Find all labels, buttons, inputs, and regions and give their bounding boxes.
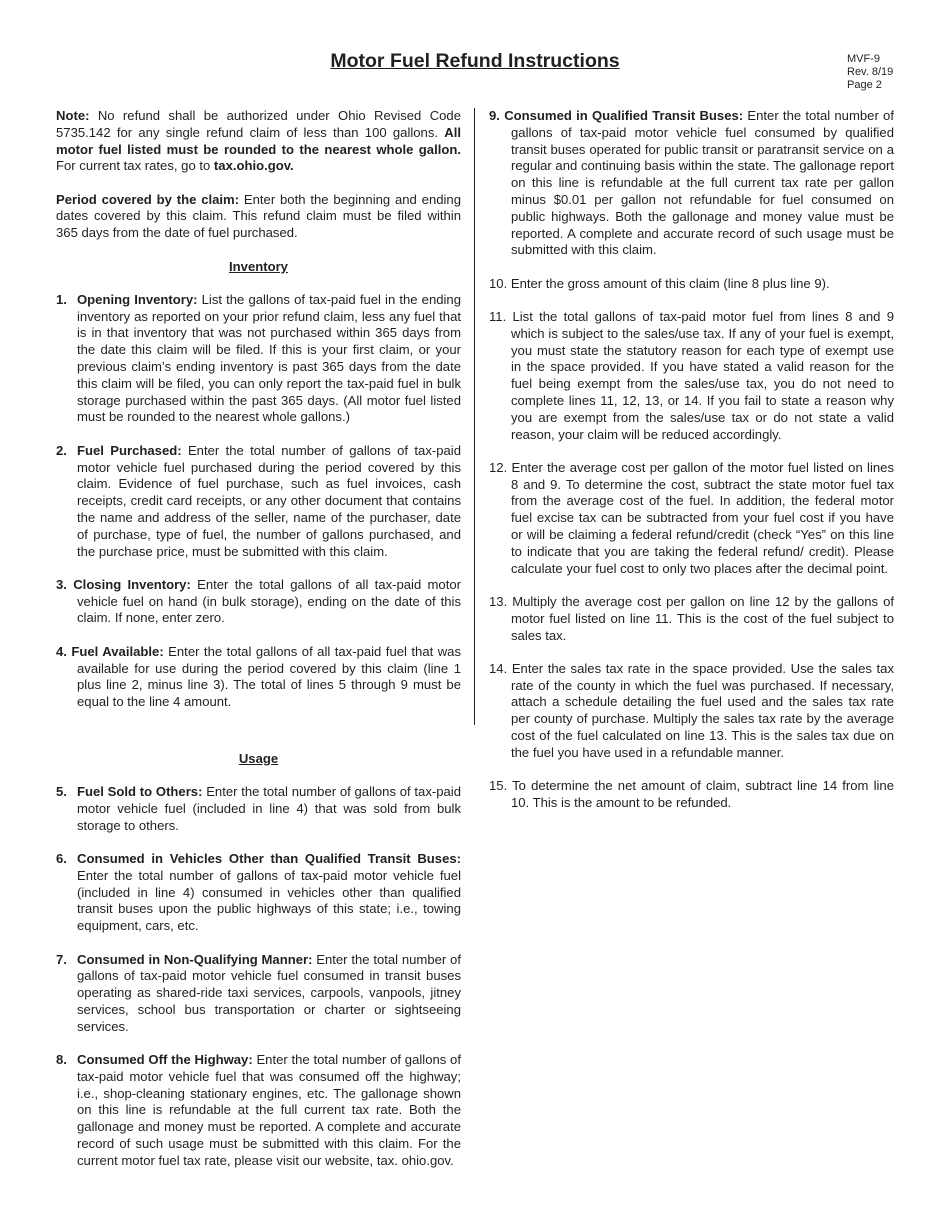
item-label: Closing Inventory: <box>73 576 191 592</box>
item-text: Enter the total number of gallons of tax-paid motor vehicle fuel consumed by qualified transit buses operated for public transit or paratransit service on a regular and continuing basis within the state. The gallonage report on this line is refundable at the full current tax rate per gallon minus $0.01 per gallon not refundable for fuel consumed on public highways. Both the gallonage and money value must be reported. A complete and accurate record of such usage must be submitted with this claim. <box>511 108 894 258</box>
item-number: 5. <box>56 784 67 800</box>
instruction-item-8 <box>56 1052 461 1170</box>
inventory-heading: Inventory <box>229 258 288 274</box>
item-number: 3. <box>56 576 67 592</box>
item-number: 11. <box>489 308 507 324</box>
item-text: Enter the total number of gallons of tax-paid motor vehicle fuel purchased during the period covered by this claim. Evidence of fuel purchase, such as fuel invoices, cash receipts, credit card receipts, or any other document that contains the name and address of the seller, name of the purchaser, date of purchase, type of fuel, the number of gallons purchased, and the purchase price, must be submitted with this claim. <box>77 442 461 559</box>
form-revision: Rev. 8/19 <box>847 66 894 78</box>
form-number: MVF-9 <box>847 53 880 65</box>
item-number: 13. <box>489 593 508 609</box>
instruction-item-4 <box>56 644 461 711</box>
instruction-item-3 <box>56 577 461 627</box>
usage-heading: Usage <box>238 750 279 766</box>
instruction-item-7 <box>56 952 461 1036</box>
item-label: Consumed Off the Highway: <box>77 1052 253 1068</box>
instruction-item-15 <box>489 778 894 812</box>
instruction-item-5 <box>56 784 461 834</box>
item-text: Enter the total number of gallons of tax-paid motor vehicle fuel (included in line 4) that was sold from bulk storage to others. <box>77 784 461 833</box>
item-number: 9. <box>489 108 500 123</box>
note-text-2: For current tax rates, go to <box>56 158 214 174</box>
right-column <box>489 108 894 828</box>
item-text: List the total gallons of tax-paid motor fuel from lines 8 and 9 which is subject to the sales/use tax. If any of your fuel is exempt, you must state the statutory reason for each type of exempt use in the space provided. If you have stated a valid reason for the fuel being exempt from the sales/use tax, you do not need to complete lines 11, 12, 13, or 14. If you fail to state a reason why you are exempt from the sales/use tax or do not state a valid reason, your claim will be reduced accordingly. <box>506 308 894 442</box>
page-number: Page 2 <box>847 79 882 91</box>
item-text: Enter the total number of gallons of tax-paid motor vehicle fuel (included in line 4) consumed in vehicles other than qualified transit buses upon the public highways of this state; i.e., towing equipment, cars, etc. <box>77 867 461 934</box>
instruction-item-1 <box>56 292 461 426</box>
instruction-item-11 <box>489 309 894 443</box>
item-number: 14. <box>489 660 508 676</box>
item-label: Consumed in Qualified Transit Buses: <box>504 108 744 123</box>
instruction-item-12 <box>489 460 894 578</box>
period-label: Period covered by the claim: <box>56 191 240 207</box>
item-number: 2. <box>56 442 67 458</box>
item-number: 15. <box>489 778 508 794</box>
item-label: Opening Inventory: <box>77 291 198 307</box>
item-text: Enter the total number of gallons of tax-paid motor vehicle fuel that was consumed off the highway; i.e., shop-cleaning stationary engines, etc. The gallonage shown on this line is refundable at the full current tax rate. Both the gallonage and money must be reported. A complete and accurate record of such usage must be submitted with this claim. For the current motor fuel tax rate, please visit our website, tax. ohio.gov. <box>77 1052 461 1168</box>
form-identifier <box>847 53 893 92</box>
instruction-item-10 <box>489 276 894 293</box>
item-number: 4. <box>56 643 67 659</box>
item-text: Enter the average cost per gallon of the motor fuel listed on lines 8 and 9. To determine the cost, subtract the state motor fuel tax from the average cost of the fuel. In addition, the federal motor fuel excise tax can be subtracted from your fuel cost if you have or will be claiming a federal refund/credit (check “Yes” on this line to indicate that you are taking the federal refund/ credit). Please calculate your fuel cost to only two places after the decimal point. <box>507 459 894 576</box>
instruction-item-2 <box>56 443 461 561</box>
note-paragraph <box>56 108 461 175</box>
item-label: Consumed in Vehicles Other than Qualified Transit Buses: <box>77 851 461 867</box>
left-column <box>56 108 461 1186</box>
item-text: Enter the total number of gallons of tax-paid motor vehicle fuel consumed in transit buses operating as shared-ride taxi services, carpools, vanpools, jitney services, school bus transportation or charter or sightseeing services. <box>77 951 461 1034</box>
item-label: Fuel Purchased: <box>77 442 182 458</box>
item-label: Fuel Available: <box>71 643 164 659</box>
item-number: 12. <box>489 459 508 475</box>
item-number: 1. <box>56 291 67 307</box>
item-label: Consumed in Non-Qualifying Manner: <box>77 951 313 967</box>
page-title: Motor Fuel Refund Instructions <box>330 50 620 72</box>
item-number: 6. <box>56 851 67 867</box>
item-number: 7. <box>56 951 67 967</box>
item-number: 8. <box>56 1052 67 1068</box>
instruction-item-14 <box>489 661 894 762</box>
item-text: Enter the total gallons of all tax-paid motor vehicle fuel on hand (in bulk storage), ending on the date of this claim. If none, enter zero. <box>77 576 461 626</box>
item-number: 10. <box>489 275 508 291</box>
item-text: Multiply the average cost per gallon on line 12 by the gallons of motor fuel listed on line 11. This is the cost of the fuel subject to sales tax. <box>507 593 894 643</box>
item-text: Enter the sales tax rate in the space provided. Use the sales tax rate of the county in which the fuel was purchased. If necessary, attach a schedule detailing the fuel used and the sales tax rate per county of purchase. Multiply the sales tax rate by the average cost of the fuel calculated on line 13. This is the sales tax due on the fuel you have used in a refundable manner. <box>507 660 894 760</box>
item-text: List the gallons of tax-paid fuel in the ending inventory as reported on your prior refund claim, less any fuel that is in that inventory that was not purchased within 365 days from the date this claim will be filed. If this is your first claim, or your previous claim’s ending inventory is past 365 days from the date this claim will be filed, you can only report the tax-paid fuel in bulk storage purchased within the past 365 days. (All motor fuel listed must be rounded to the nearest whole gallons.) <box>77 291 461 425</box>
note-label: Note: <box>56 108 90 123</box>
note-bold-text: All motor fuel listed must be rounded to the nearest whole gallon. <box>56 124 461 157</box>
item-text: Enter the gross amount of this claim (line 8 plus line 9). <box>507 275 830 291</box>
item-text: To determine the net amount of claim, subtract line 14 from line 10. This is the amount to be refunded. <box>507 778 894 810</box>
note-text: No refund shall be authorized under Ohio Revised Code 5735.142 for any single refund claim of less than 100 gallons. <box>56 108 461 140</box>
instruction-item-13 <box>489 594 894 644</box>
instruction-item-6 <box>56 851 461 935</box>
column-divider <box>474 108 475 725</box>
tax-website-link: tax.ohio.gov. <box>213 158 294 174</box>
item-text: Enter the total gallons of all tax-paid fuel that was available for use during the period covered by this claim (line 1 plus line 2, minus line 3). The total of lines 5 through 9 must be equal to the line 4 amount. <box>77 643 461 710</box>
period-text: Enter both the beginning and ending dates covered by this claim. This refund claim must be filed within 365 days from the date of fuel purchased. <box>56 191 461 241</box>
instruction-item-9 <box>489 108 894 259</box>
period-paragraph <box>56 192 461 242</box>
item-label: Fuel Sold to Others: <box>77 784 203 800</box>
